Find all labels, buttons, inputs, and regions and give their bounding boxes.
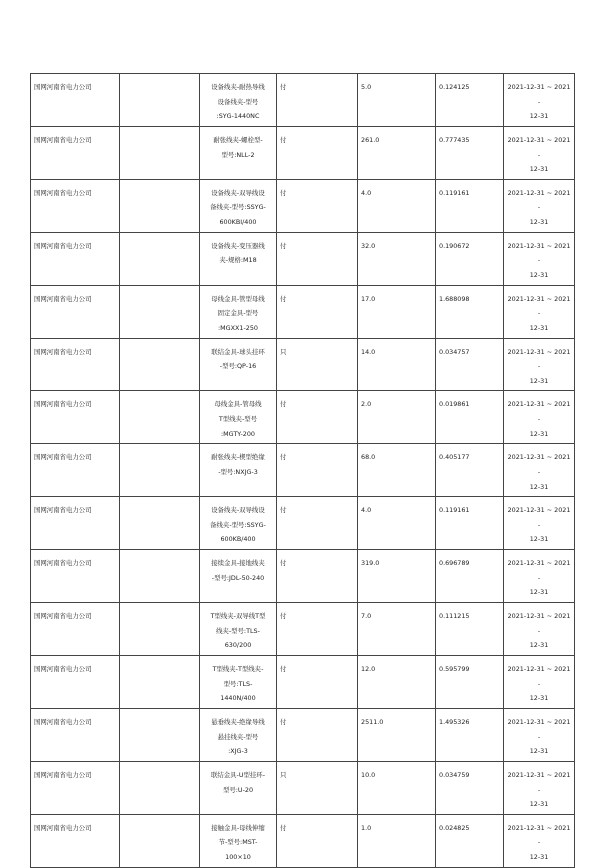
price-cell: 0.124125	[436, 74, 504, 127]
period-cell	[504, 179, 575, 232]
table-row	[31, 338, 575, 391]
unit-cell: 只	[277, 338, 358, 391]
period-text: 2021-12-31 ~ 2021- 12-31	[507, 717, 571, 756]
unit-cell: 付	[277, 550, 358, 603]
quantity-cell: 2511.0	[358, 708, 436, 761]
company-cell: 国网河南省电力公司	[31, 127, 120, 180]
unit-cell: 付	[277, 708, 358, 761]
empty-cell	[120, 232, 200, 285]
price-cell: 0.034757	[436, 338, 504, 391]
period-text: 2021-12-31 ~ 2021- 12-31	[507, 453, 571, 491]
price-cell: 0.034759	[436, 761, 504, 814]
material-name: 设备线夹-双导线设 备线夹-型号:SSYG- 600KB/400	[210, 506, 266, 544]
empty-cell	[120, 497, 200, 550]
company-cell: 国网河南省电力公司	[31, 814, 120, 867]
table-row	[31, 814, 575, 867]
material-name-cell	[200, 497, 277, 550]
material-name: T型线夹-双导线T型 线夹-型号:TLS- 630/200	[210, 611, 266, 650]
price-cell: 0.405177	[436, 444, 504, 497]
empty-cell	[120, 179, 200, 232]
table-row	[31, 391, 575, 444]
period-cell	[504, 761, 575, 814]
quantity-cell: 12.0	[358, 655, 436, 708]
period-cell	[504, 285, 575, 338]
company-cell: 国网河南省电力公司	[31, 497, 120, 550]
empty-cell	[120, 74, 200, 127]
period-text: 2021-12-31 ~ 2021- 12-31	[507, 506, 571, 544]
quantity-cell: 4.0	[358, 497, 436, 550]
quantity-cell: 319.0	[358, 550, 436, 603]
company-cell: 国网河南省电力公司	[31, 232, 120, 285]
unit-cell: 付	[277, 444, 358, 497]
material-name-cell	[200, 655, 277, 708]
price-cell: 0.119161	[436, 497, 504, 550]
empty-cell	[120, 550, 200, 603]
material-name-cell	[200, 708, 277, 761]
price-cell: 0.696789	[436, 550, 504, 603]
period-text: 2021-12-31 ~ 2021- 12-31	[507, 294, 571, 332]
price-cell: 0.119161	[436, 179, 504, 232]
empty-cell	[120, 444, 200, 497]
period-text: 2021-12-31 ~ 2021- 12-31	[507, 241, 571, 279]
company-cell: 国网河南省电力公司	[31, 708, 120, 761]
table-row	[31, 232, 575, 285]
table-row	[31, 74, 575, 127]
period-cell	[504, 232, 575, 285]
material-name-cell	[200, 338, 277, 391]
material-name-cell	[200, 814, 277, 867]
material-name-cell	[200, 550, 277, 603]
quantity-cell: 10.0	[358, 761, 436, 814]
unit-cell: 付	[277, 179, 358, 232]
company-cell: 国网河南省电力公司	[31, 338, 120, 391]
price-cell: 0.019861	[436, 391, 504, 444]
empty-cell	[120, 708, 200, 761]
period-text: 2021-12-31 ~ 2021- 12-31	[507, 823, 571, 861]
period-text: 2021-12-31 ~ 2021- 12-31	[507, 664, 571, 703]
price-cell: 0.024825	[436, 814, 504, 867]
materials-table	[30, 73, 575, 868]
period-text: 2021-12-31 ~ 2021- 12-31	[507, 136, 571, 174]
material-name: 设备线夹-双导线设 备线夹-型号:SSYG- 600KBI/400	[210, 188, 266, 226]
quantity-cell: 68.0	[358, 444, 436, 497]
material-name: 耐张线夹-楔型绝缘 -型号:NXJG-3	[211, 453, 265, 476]
table-row	[31, 127, 575, 180]
empty-cell	[120, 602, 200, 655]
period-cell	[504, 708, 575, 761]
table-row	[31, 602, 575, 655]
price-cell: 0.777435	[436, 127, 504, 180]
price-cell: 0.190672	[436, 232, 504, 285]
material-name: 联结金具-球头挂环 -型号:QP-16	[211, 347, 265, 371]
table-row	[31, 550, 575, 603]
quantity-cell: 14.0	[358, 338, 436, 391]
period-cell	[504, 550, 575, 603]
company-cell: 国网河南省电力公司	[31, 550, 120, 603]
table-body	[31, 74, 575, 868]
material-name-cell	[200, 127, 277, 180]
empty-cell	[120, 127, 200, 180]
company-cell: 国网河南省电力公司	[31, 179, 120, 232]
period-text: 2021-12-31 ~ 2021- 12-31	[507, 559, 571, 597]
empty-cell	[120, 761, 200, 814]
material-name: 接续金具-接地线夹 -型号:JDL-50-240	[211, 559, 265, 582]
table-row	[31, 444, 575, 497]
material-name: 联结金具-U型挂环- 型号:U-20	[210, 770, 266, 794]
empty-cell	[120, 285, 200, 338]
unit-cell: 付	[277, 497, 358, 550]
material-name: 设备线夹-变压器线 夹-规格:M18	[211, 241, 265, 265]
period-cell	[504, 814, 575, 867]
period-text: 2021-12-31 ~ 2021- 12-31	[507, 611, 571, 650]
period-cell	[504, 497, 575, 550]
unit-cell: 付	[277, 127, 358, 180]
empty-cell	[120, 814, 200, 867]
unit-cell: 付	[277, 814, 358, 867]
quantity-cell: 7.0	[358, 602, 436, 655]
material-name-cell	[200, 761, 277, 814]
unit-cell: 付	[277, 391, 358, 444]
material-name: 母线金具-管型母线 固定金具-型号 :MGXX1-250	[211, 294, 265, 332]
quantity-cell: 1.0	[358, 814, 436, 867]
empty-cell	[120, 391, 200, 444]
material-name-cell	[200, 232, 277, 285]
material-name-cell	[200, 602, 277, 655]
price-cell: 1.688098	[436, 285, 504, 338]
period-cell	[504, 127, 575, 180]
material-name-cell	[200, 391, 277, 444]
unit-cell: 付	[277, 285, 358, 338]
period-cell	[504, 338, 575, 391]
company-cell: 国网河南省电力公司	[31, 391, 120, 444]
material-name-cell	[200, 285, 277, 338]
table-row	[31, 655, 575, 708]
price-cell: 1.495326	[436, 708, 504, 761]
material-name: 悬垂线夹-绝缘导线 悬挂线夹-型号 :XJG-3	[211, 717, 265, 756]
period-text: 2021-12-31 ~ 2021- 12-31	[507, 770, 571, 809]
period-cell	[504, 391, 575, 444]
period-text: 2021-12-31 ~ 2021- 12-31	[507, 400, 571, 438]
material-name-cell	[200, 74, 277, 127]
price-cell: 0.111215	[436, 602, 504, 655]
period-text: 2021-12-31 ~ 2021- 12-31	[507, 188, 571, 226]
quantity-cell: 32.0	[358, 232, 436, 285]
period-cell	[504, 444, 575, 497]
company-cell: 国网河南省电力公司	[31, 285, 120, 338]
company-cell: 国网河南省电力公司	[31, 655, 120, 708]
period-cell	[504, 74, 575, 127]
table-row	[31, 179, 575, 232]
quantity-cell: 261.0	[358, 127, 436, 180]
quantity-cell: 2.0	[358, 391, 436, 444]
unit-cell: 付	[277, 655, 358, 708]
material-name: 设备线夹-耐热导线 设备线夹-型号 :SYG-1440NC	[211, 83, 265, 121]
empty-cell	[120, 338, 200, 391]
table-row	[31, 285, 575, 338]
company-cell: 国网河南省电力公司	[31, 74, 120, 127]
empty-cell	[120, 655, 200, 708]
unit-cell: 付	[277, 602, 358, 655]
table-row	[31, 761, 575, 814]
quantity-cell: 17.0	[358, 285, 436, 338]
quantity-cell: 4.0	[358, 179, 436, 232]
period-cell	[504, 655, 575, 708]
period-cell	[504, 602, 575, 655]
period-text: 2021-12-31 ~ 2021- 12-31	[507, 347, 571, 385]
unit-cell: 付	[277, 232, 358, 285]
unit-cell: 付	[277, 74, 358, 127]
material-name: 母线金具-管母线 T型线夹-型号 :MGTY-200	[214, 400, 262, 438]
price-cell: 0.595799	[436, 655, 504, 708]
table-row	[31, 497, 575, 550]
quantity-cell: 5.0	[358, 74, 436, 127]
period-text: 2021-12-31 ~ 2021- 12-31	[507, 83, 571, 121]
material-name: 耐张线夹-螺栓型- 型号:NLL-2	[213, 136, 263, 159]
company-cell: 国网河南省电力公司	[31, 602, 120, 655]
table-row	[31, 708, 575, 761]
company-cell: 国网河南省电力公司	[31, 761, 120, 814]
material-name-cell	[200, 179, 277, 232]
material-name-cell	[200, 444, 277, 497]
company-cell: 国网河南省电力公司	[31, 444, 120, 497]
unit-cell: 只	[277, 761, 358, 814]
material-name: T型线夹-T型线夹- 型号:TLS- 1440N/400	[212, 664, 264, 703]
material-name: 接触金具-母线伸缩 节-型号:MST- 100×10	[211, 823, 265, 861]
